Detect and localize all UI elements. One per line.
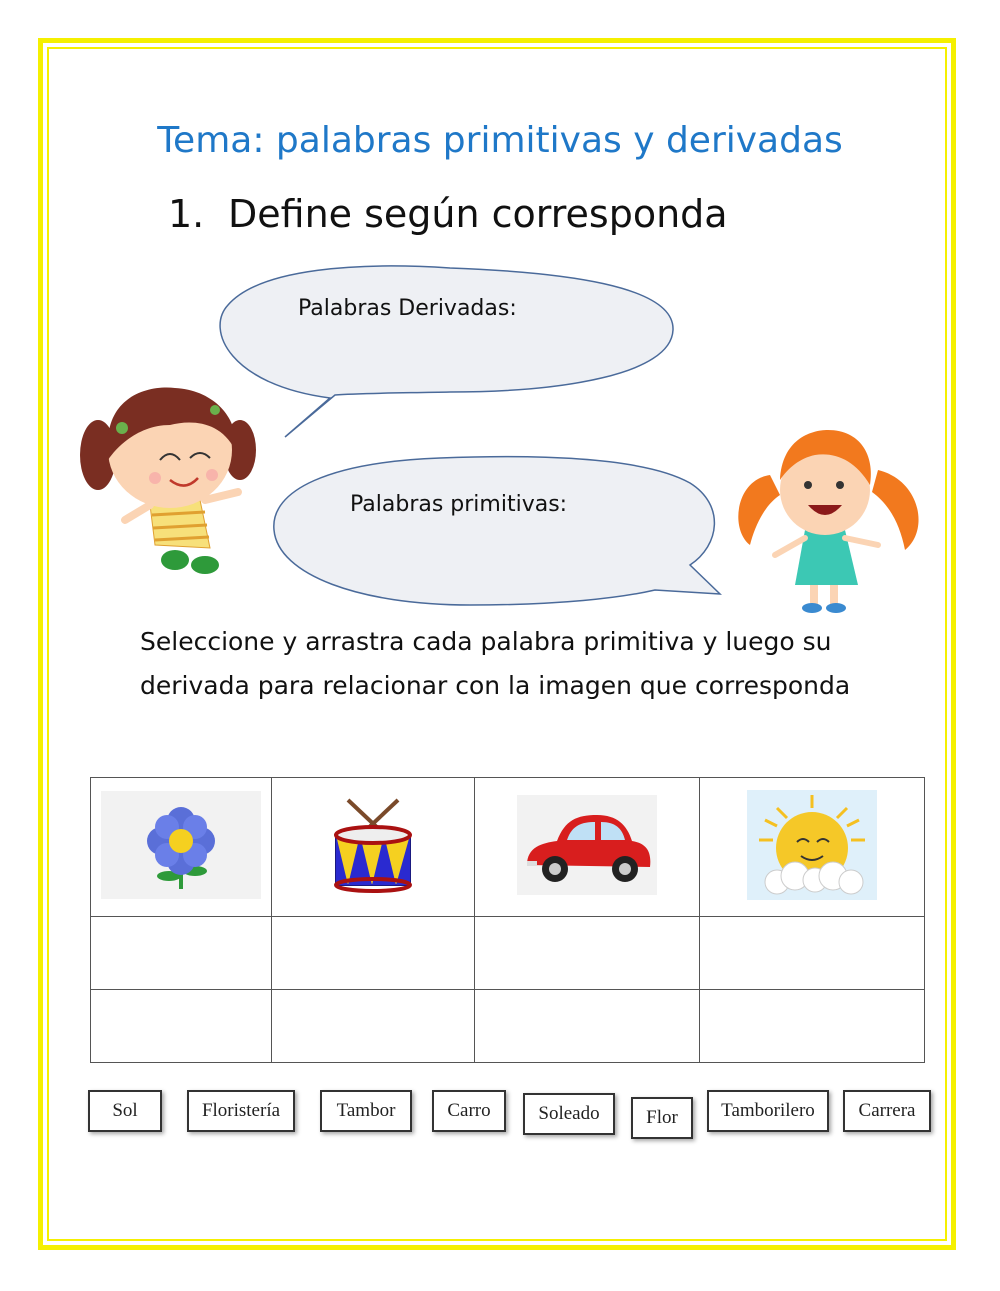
drop-zone-tambor-2[interactable] <box>272 990 475 1063</box>
drop-zone-tambor-1[interactable] <box>272 917 475 990</box>
speech-bubble-derivadas[interactable] <box>220 266 673 437</box>
drum-icon <box>328 795 418 899</box>
drop-zone-sol-1[interactable] <box>700 917 925 990</box>
word-card-carro[interactable]: Carro <box>432 1090 506 1132</box>
word-card-carrera[interactable]: Carrera <box>843 1090 931 1132</box>
drop-zone-flor-2[interactable] <box>91 990 272 1063</box>
drop-zone-flor-1[interactable] <box>91 917 272 990</box>
word-card-soleado[interactable]: Soleado <box>523 1093 615 1135</box>
drop-zone-carro-1[interactable] <box>475 917 700 990</box>
speech-bubble-primitivas[interactable] <box>274 457 720 605</box>
primitivas-label: Palabras primitivas: <box>350 492 568 517</box>
table-cell-flower <box>91 778 272 917</box>
drop-zone-carro-2[interactable] <box>475 990 700 1063</box>
word-card-sol[interactable]: Sol <box>88 1090 162 1132</box>
girl-right-illustration <box>738 430 918 613</box>
instruction-text: Seleccione y arrastra cada palabra primitiva y luego su derivada para relacionar con la imagen que corresponda <box>140 627 851 700</box>
drop-zone-sol-2[interactable] <box>700 990 925 1063</box>
flower-icon <box>101 791 261 903</box>
exercise-heading-text: Define según corresponda <box>228 192 728 236</box>
word-card-tamborilero[interactable]: Tamborilero <box>707 1090 829 1132</box>
table-cell-sun <box>700 778 925 917</box>
page-title: Tema: palabras primitivas y derivadas <box>157 120 843 161</box>
derivadas-label: Palabras Derivadas: <box>298 296 517 321</box>
girl-left-illustration <box>80 388 256 574</box>
matching-table <box>90 777 925 1063</box>
word-card-flor[interactable]: Flor <box>631 1097 693 1139</box>
word-card-floristeria[interactable]: Floristería <box>187 1090 295 1132</box>
table-cell-car <box>475 778 700 917</box>
exercise-number: 1. <box>168 192 205 236</box>
sun-icon <box>747 790 877 904</box>
car-icon <box>517 795 657 899</box>
word-card-tambor[interactable]: Tambor <box>320 1090 412 1132</box>
table-cell-drum <box>272 778 475 917</box>
